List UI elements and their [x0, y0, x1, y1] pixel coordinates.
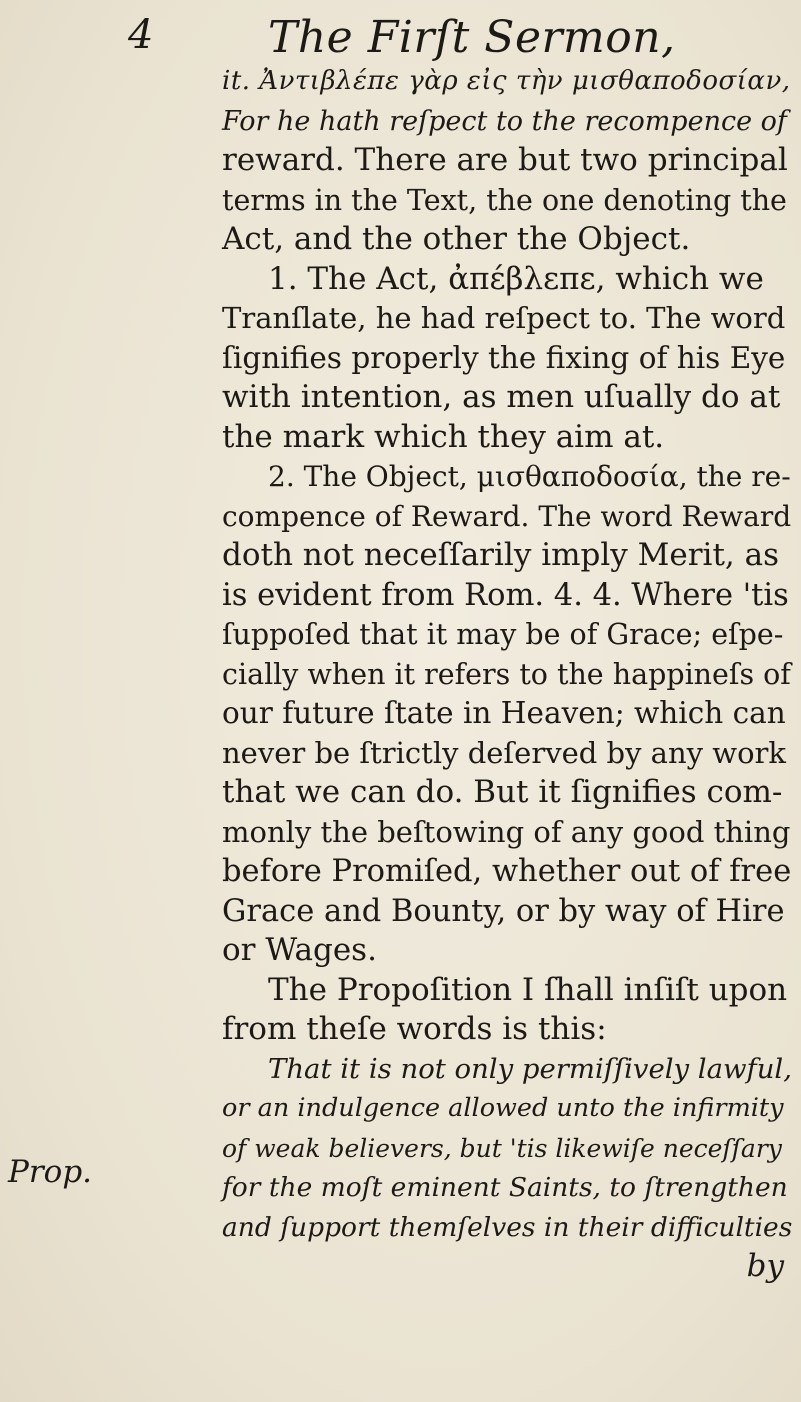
text-line: 1. The Act, ἀπέβλεπε, which we [268, 260, 764, 297]
text-line: For he hath reſpect to the recompence of [222, 105, 787, 137]
sermon-text [222, 62, 792, 1287]
text-line: The Propoſition I ſhall inſiſt upon [268, 971, 788, 1008]
text-line: Tranſlate, he had reſpect to. The word [222, 301, 786, 335]
text-line: it. Ἀντιβλέπε γὰρ εἰς τὴν μισθαποδοσίαν, [222, 66, 791, 96]
text-line: ſuppoſed that it may be of Grace; eſpe- [222, 618, 784, 651]
text-line: doth not neceſſarily imply Merit, as [222, 537, 780, 573]
text-line: our future ſtate in Heaven; which can [222, 696, 786, 730]
proposition-line: for the moſt eminent Saints, to ſtrengthen [222, 1172, 788, 1203]
text-line: terms in the Text, the one denoting the [222, 183, 787, 217]
text-line: with intention, as men uſually do at [222, 379, 781, 415]
page-number: 4 [128, 12, 154, 58]
text-line: reward. There are but two principal [222, 142, 788, 178]
text-line: cially when it refers to the happineſs of [222, 657, 791, 691]
margin-note-prop: Prop. [8, 1154, 93, 1190]
text-line: before Promiſed, whether out of free [222, 854, 792, 889]
text-line: ſignifies properly the fixing of his Eye [222, 340, 786, 375]
text-line: is evident from Rom. 4. 4. Where 'tis [222, 577, 789, 613]
text-line: never be ſtrictly deſerved by any work [222, 735, 786, 770]
text-line: compence of Reward. The word Reward [222, 499, 792, 533]
running-title: The Firſt Sermon, [268, 12, 676, 63]
text-line: or Wages. [222, 932, 377, 968]
text-line: monly the beſtowing of any good thing [222, 814, 791, 849]
proposition-line: or an indulgence allowed unto the infirmity [222, 1093, 784, 1123]
text-line: Grace and Bounty, or by way of Hire [222, 893, 785, 929]
text-line: the mark which they aim at. [222, 418, 665, 455]
proposition-line: of weak believers, but 'tis likewiſe neceſſary [222, 1133, 782, 1163]
proposition-line: That it is not only permiſſively lawful, [268, 1052, 792, 1085]
proposition-line: and ſupport themſelves in their difficulties [222, 1211, 793, 1243]
text-line: that we can do. But it ſignifies com- [222, 774, 783, 810]
text-line: from theſe words is this: [222, 1011, 607, 1047]
text-line: Act, and the other the Object. [222, 221, 691, 257]
catchword: by [746, 1248, 784, 1284]
text-line: 2. The Object, μισθαποδοσία, the re- [268, 460, 791, 493]
